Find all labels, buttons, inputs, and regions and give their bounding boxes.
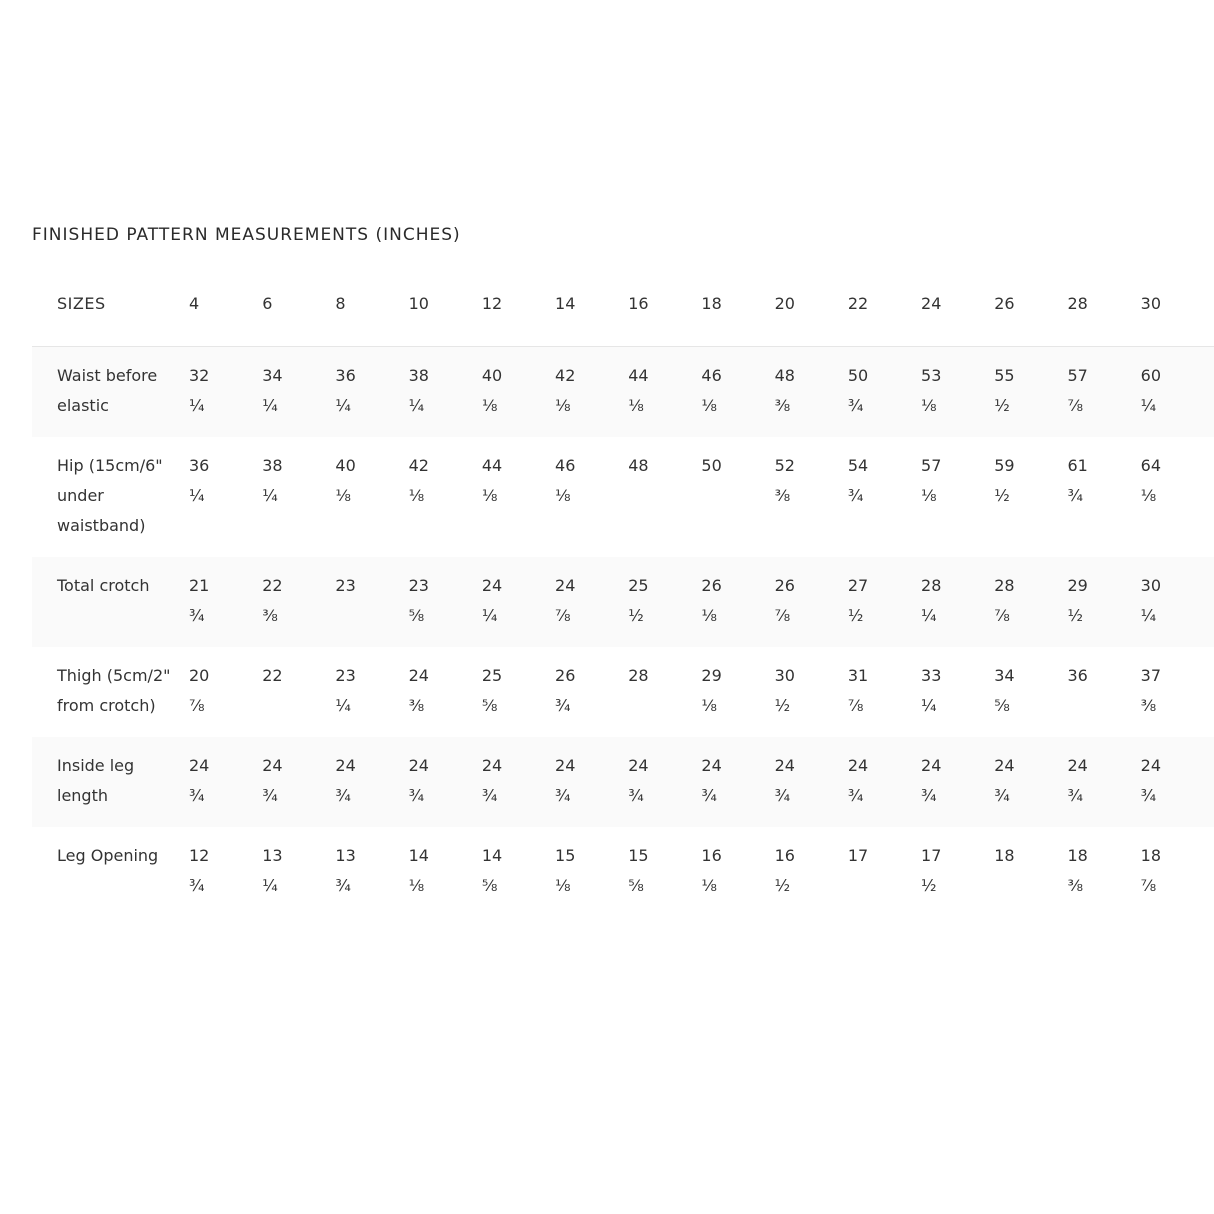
size-header-cell: 30	[1140, 294, 1161, 313]
fraction-inches: ⅛	[921, 395, 937, 415]
table-cell	[335, 346, 408, 437]
fraction-inches: ¾	[1067, 485, 1083, 505]
fraction-inches: ¼	[262, 875, 278, 895]
table-cell	[994, 647, 1067, 737]
table-cell	[701, 346, 774, 437]
fraction-inches: ⅜	[1067, 875, 1083, 895]
fraction-inches: ⅞	[189, 695, 205, 715]
whole-inches: 34	[262, 365, 283, 385]
whole-inches: 61	[1067, 455, 1088, 475]
table-cell	[189, 647, 262, 737]
table-cell	[555, 647, 628, 737]
fraction-inches: ⅛	[555, 485, 571, 505]
fraction-inches: ¼	[262, 395, 278, 415]
table-cell	[628, 647, 701, 737]
fraction-inches: ⅛	[701, 695, 717, 715]
table-cell	[1141, 437, 1214, 557]
row-label: Total crotch	[57, 575, 150, 595]
table-row	[32, 827, 1214, 917]
table-cell	[189, 437, 262, 557]
whole-inches: 12	[189, 845, 210, 865]
table-cell	[994, 557, 1067, 647]
fraction-inches: ⅛	[555, 875, 571, 895]
whole-inches: 16	[774, 845, 795, 865]
fraction-inches: ½	[1067, 605, 1083, 625]
row-label: Leg Opening	[57, 845, 159, 865]
fraction-inches: ¾	[774, 785, 791, 805]
whole-inches: 26	[701, 575, 722, 595]
whole-inches: 24	[1140, 755, 1161, 775]
fraction-inches: ¾	[701, 785, 717, 805]
whole-inches: 24	[701, 755, 722, 775]
table-cell	[628, 437, 701, 557]
fraction-inches: ⅜	[408, 695, 425, 715]
table-cell	[848, 737, 921, 827]
fraction-inches: ¼	[189, 395, 205, 415]
whole-inches: 25	[628, 575, 649, 595]
fraction-inches: ¾	[189, 605, 205, 625]
fraction-inches: ⅜	[774, 485, 791, 505]
table-cell	[555, 346, 628, 437]
table-cell	[189, 557, 262, 647]
whole-inches: 17	[921, 845, 942, 865]
whole-inches: 44	[481, 455, 503, 475]
fraction-inches: ¾	[335, 785, 351, 805]
whole-inches: 55	[994, 365, 1015, 385]
table-cell	[628, 557, 701, 647]
whole-inches: 24	[408, 665, 429, 685]
whole-inches: 33	[921, 665, 942, 685]
table-cell	[335, 737, 408, 827]
fraction-inches: ⅞	[1067, 395, 1083, 415]
measurements-table	[32, 270, 1214, 917]
table-cell	[335, 647, 408, 737]
whole-inches: 23	[335, 575, 356, 595]
row-label: Hip (15cm/6" under waistband)	[57, 455, 163, 535]
table-cell	[775, 827, 848, 917]
whole-inches: 28	[921, 575, 942, 595]
whole-inches: 24	[555, 575, 576, 595]
table-cell	[848, 827, 921, 917]
fraction-inches: ¾	[847, 395, 864, 415]
size-header-cell: 20	[774, 294, 795, 313]
fraction-inches: ½	[994, 485, 1010, 505]
table-cell	[1067, 737, 1140, 827]
table-cell	[482, 557, 555, 647]
whole-inches: 18	[994, 845, 1015, 865]
table-cell	[701, 557, 774, 647]
table-cell	[994, 827, 1067, 917]
size-header-cell: 4	[189, 294, 200, 313]
size-header-cell: 8	[335, 294, 346, 313]
table-cell	[555, 437, 628, 557]
whole-inches: 14	[481, 845, 503, 865]
whole-inches: 42	[408, 455, 429, 475]
fraction-inches: ¾	[921, 785, 937, 805]
sizes-header: SIZES	[57, 294, 106, 313]
size-header-cell: 6	[262, 294, 273, 313]
table-header-row	[32, 270, 1214, 346]
whole-inches: 18	[1140, 845, 1161, 865]
whole-inches: 24	[481, 755, 503, 775]
whole-inches: 24	[774, 755, 795, 775]
table-cell	[262, 437, 335, 557]
table-cell	[921, 346, 994, 437]
whole-inches: 38	[408, 365, 429, 385]
table-cell	[848, 346, 921, 437]
table-cell	[775, 737, 848, 827]
fraction-inches: ⅛	[701, 875, 717, 895]
whole-inches: 50	[847, 365, 869, 385]
whole-inches: 17	[847, 845, 869, 865]
fraction-inches: ⅝	[481, 875, 498, 895]
whole-inches: 36	[1067, 665, 1088, 685]
fraction-inches: ⅛	[628, 395, 644, 415]
fraction-inches: ¼	[481, 605, 498, 625]
table-cell	[409, 437, 482, 557]
size-header-cell: 26	[994, 294, 1015, 313]
table-cell	[848, 557, 921, 647]
table-cell	[262, 737, 335, 827]
table-cell	[482, 827, 555, 917]
table-cell	[482, 737, 555, 827]
fraction-inches: ¼	[921, 605, 937, 625]
whole-inches: 36	[335, 365, 356, 385]
fraction-inches: ⅛	[1140, 485, 1157, 505]
whole-inches: 57	[921, 455, 942, 475]
fraction-inches: ⅞	[1140, 875, 1157, 895]
table-cell	[1067, 557, 1140, 647]
table-cell	[262, 346, 335, 437]
fraction-inches: ¾	[1140, 785, 1157, 805]
fraction-inches: ⅞	[847, 695, 864, 715]
whole-inches: 24	[994, 755, 1015, 775]
fraction-inches: ⅛	[408, 875, 425, 895]
table-row	[32, 737, 1214, 827]
table-row	[32, 647, 1214, 737]
fraction-inches: ⅝	[481, 695, 498, 715]
whole-inches: 26	[555, 665, 576, 685]
whole-inches: 30	[774, 665, 795, 685]
fraction-inches: ¾	[481, 785, 498, 805]
fraction-inches: ½	[774, 695, 791, 715]
table-cell	[1141, 346, 1214, 437]
whole-inches: 24	[1067, 755, 1088, 775]
table-cell	[628, 346, 701, 437]
fraction-inches: ½	[994, 395, 1010, 415]
whole-inches: 24	[555, 755, 576, 775]
whole-inches: 40	[481, 365, 503, 385]
table-cell	[1141, 647, 1214, 737]
fraction-inches: ⅜	[774, 395, 791, 415]
table-cell	[921, 737, 994, 827]
table-cell	[994, 437, 1067, 557]
table-row	[32, 346, 1214, 437]
fraction-inches: ½	[921, 875, 937, 895]
fraction-inches: ¼	[335, 695, 351, 715]
fraction-inches: ⅜	[262, 605, 278, 625]
fraction-inches: ¼	[262, 485, 278, 505]
table-cell	[775, 557, 848, 647]
table-cell	[335, 827, 408, 917]
whole-inches: 57	[1067, 365, 1088, 385]
table-cell	[628, 737, 701, 827]
whole-inches: 15	[555, 845, 576, 865]
fraction-inches: ⅝	[408, 605, 425, 625]
table-cell	[482, 647, 555, 737]
fraction-inches: ⅞	[774, 605, 791, 625]
fraction-inches: ⅛	[335, 485, 351, 505]
table-cell	[848, 437, 921, 557]
whole-inches: 22	[262, 665, 283, 685]
whole-inches: 14	[408, 845, 429, 865]
whole-inches: 13	[335, 845, 356, 865]
fraction-inches: ¾	[628, 785, 644, 805]
whole-inches: 46	[701, 365, 722, 385]
whole-inches: 29	[701, 665, 722, 685]
table-cell	[482, 437, 555, 557]
table-cell	[335, 557, 408, 647]
table-cell	[701, 437, 774, 557]
fraction-inches: ¾	[335, 875, 351, 895]
whole-inches: 24	[262, 755, 283, 775]
whole-inches: 32	[189, 365, 210, 385]
table-cell	[189, 827, 262, 917]
table-cell	[701, 737, 774, 827]
table-cell	[921, 437, 994, 557]
table-cell	[555, 557, 628, 647]
size-header-cell: 12	[481, 294, 503, 313]
table-cell	[482, 346, 555, 437]
whole-inches: 24	[921, 755, 942, 775]
whole-inches: 27	[847, 575, 869, 595]
whole-inches: 30	[1140, 575, 1161, 595]
whole-inches: 22	[262, 575, 283, 595]
fraction-inches: ¾	[847, 485, 864, 505]
whole-inches: 31	[847, 665, 869, 685]
table-cell	[409, 827, 482, 917]
table-cell	[1067, 437, 1140, 557]
whole-inches: 25	[481, 665, 503, 685]
whole-inches: 38	[262, 455, 283, 475]
fraction-inches: ⅛	[408, 485, 425, 505]
fraction-inches: ¾	[189, 875, 205, 895]
whole-inches: 44	[628, 365, 649, 385]
row-label: Thigh (5cm/2" from crotch)	[57, 665, 171, 715]
whole-inches: 59	[994, 455, 1015, 475]
table-cell	[701, 647, 774, 737]
fraction-inches: ¼	[408, 395, 425, 415]
table-cell	[1141, 827, 1214, 917]
whole-inches: 50	[701, 455, 722, 475]
fraction-inches: ⅛	[701, 605, 717, 625]
size-header-cell: 16	[628, 294, 649, 313]
table-cell	[262, 557, 335, 647]
whole-inches: 24	[628, 755, 649, 775]
fraction-inches: ⅛	[555, 395, 571, 415]
whole-inches: 28	[994, 575, 1015, 595]
table-cell	[409, 557, 482, 647]
fraction-inches: ¾	[847, 785, 864, 805]
whole-inches: 53	[921, 365, 942, 385]
fraction-inches: ⅛	[701, 395, 717, 415]
table-cell	[921, 557, 994, 647]
whole-inches: 24	[189, 755, 210, 775]
whole-inches: 60	[1140, 365, 1161, 385]
table-cell	[409, 346, 482, 437]
whole-inches: 15	[628, 845, 649, 865]
whole-inches: 46	[555, 455, 576, 475]
fraction-inches: ⅝	[628, 875, 644, 895]
table-cell	[262, 647, 335, 737]
whole-inches: 24	[335, 755, 356, 775]
fraction-inches: ¼	[189, 485, 205, 505]
fraction-inches: ¼	[1140, 395, 1157, 415]
table-cell	[409, 737, 482, 827]
table-cell	[189, 737, 262, 827]
fraction-inches: ¼	[1140, 605, 1157, 625]
fraction-inches: ¾	[189, 785, 205, 805]
fraction-inches: ½	[774, 875, 791, 895]
whole-inches: 13	[262, 845, 283, 865]
whole-inches: 64	[1140, 455, 1161, 475]
table-cell	[628, 827, 701, 917]
fraction-inches: ⅝	[994, 695, 1010, 715]
whole-inches: 16	[701, 845, 722, 865]
fraction-inches: ¾	[555, 785, 571, 805]
table-row	[32, 557, 1214, 647]
table-cell	[555, 737, 628, 827]
fraction-inches: ¾	[555, 695, 571, 715]
whole-inches: 23	[408, 575, 429, 595]
table-cell	[335, 437, 408, 557]
whole-inches: 54	[847, 455, 869, 475]
fraction-inches: ⅛	[481, 485, 498, 505]
table-cell	[1141, 557, 1214, 647]
whole-inches: 26	[774, 575, 795, 595]
whole-inches: 24	[481, 575, 503, 595]
fraction-inches: ⅞	[994, 605, 1010, 625]
row-label: Inside leg length	[57, 755, 135, 805]
table-cell	[775, 346, 848, 437]
row-label: Waist before elastic	[57, 365, 158, 415]
table-cell	[262, 827, 335, 917]
whole-inches: 48	[774, 365, 795, 385]
whole-inches: 52	[774, 455, 795, 475]
fraction-inches: ⅜	[1140, 695, 1157, 715]
table-cell	[994, 346, 1067, 437]
table-body	[32, 346, 1214, 917]
fraction-inches: ¾	[994, 785, 1010, 805]
table-cell	[921, 647, 994, 737]
whole-inches: 20	[189, 665, 210, 685]
whole-inches: 48	[628, 455, 649, 475]
whole-inches: 21	[189, 575, 210, 595]
whole-inches: 18	[1067, 845, 1088, 865]
table-cell	[1141, 737, 1214, 827]
fraction-inches: ⅛	[481, 395, 498, 415]
size-header-cell: 10	[408, 294, 429, 313]
whole-inches: 34	[994, 665, 1015, 685]
size-header-cell: 18	[701, 294, 722, 313]
size-header-cell: 14	[555, 294, 576, 313]
table-cell	[775, 647, 848, 737]
table-cell	[1067, 827, 1140, 917]
fraction-inches: ¾	[1067, 785, 1083, 805]
fraction-inches: ½	[847, 605, 864, 625]
table-row	[32, 437, 1214, 557]
whole-inches: 28	[628, 665, 649, 685]
fraction-inches: ⅞	[555, 605, 571, 625]
table-cell	[1067, 346, 1140, 437]
whole-inches: 36	[189, 455, 210, 475]
size-header-cell: 22	[847, 294, 869, 313]
fraction-inches: ¾	[408, 785, 425, 805]
whole-inches: 37	[1140, 665, 1161, 685]
whole-inches: 23	[335, 665, 356, 685]
table-cell	[921, 827, 994, 917]
fraction-inches: ¼	[335, 395, 351, 415]
table-cell	[1067, 647, 1140, 737]
size-header-cell: 28	[1067, 294, 1088, 313]
table-cell	[775, 437, 848, 557]
whole-inches: 42	[555, 365, 576, 385]
whole-inches: 29	[1067, 575, 1088, 595]
table-cell	[189, 346, 262, 437]
fraction-inches: ¼	[921, 695, 937, 715]
whole-inches: 24	[847, 755, 869, 775]
size-header-cell: 24	[921, 294, 942, 313]
whole-inches: 24	[408, 755, 429, 775]
whole-inches: 40	[335, 455, 356, 475]
page-title: FINISHED PATTERN MEASUREMENTS (INCHES)	[32, 225, 461, 245]
table-cell	[848, 647, 921, 737]
table-cell	[555, 827, 628, 917]
table-cell	[701, 827, 774, 917]
fraction-inches: ⅛	[921, 485, 937, 505]
fraction-inches: ¾	[262, 785, 278, 805]
table-cell	[994, 737, 1067, 827]
fraction-inches: ½	[628, 605, 644, 625]
table-cell	[409, 647, 482, 737]
